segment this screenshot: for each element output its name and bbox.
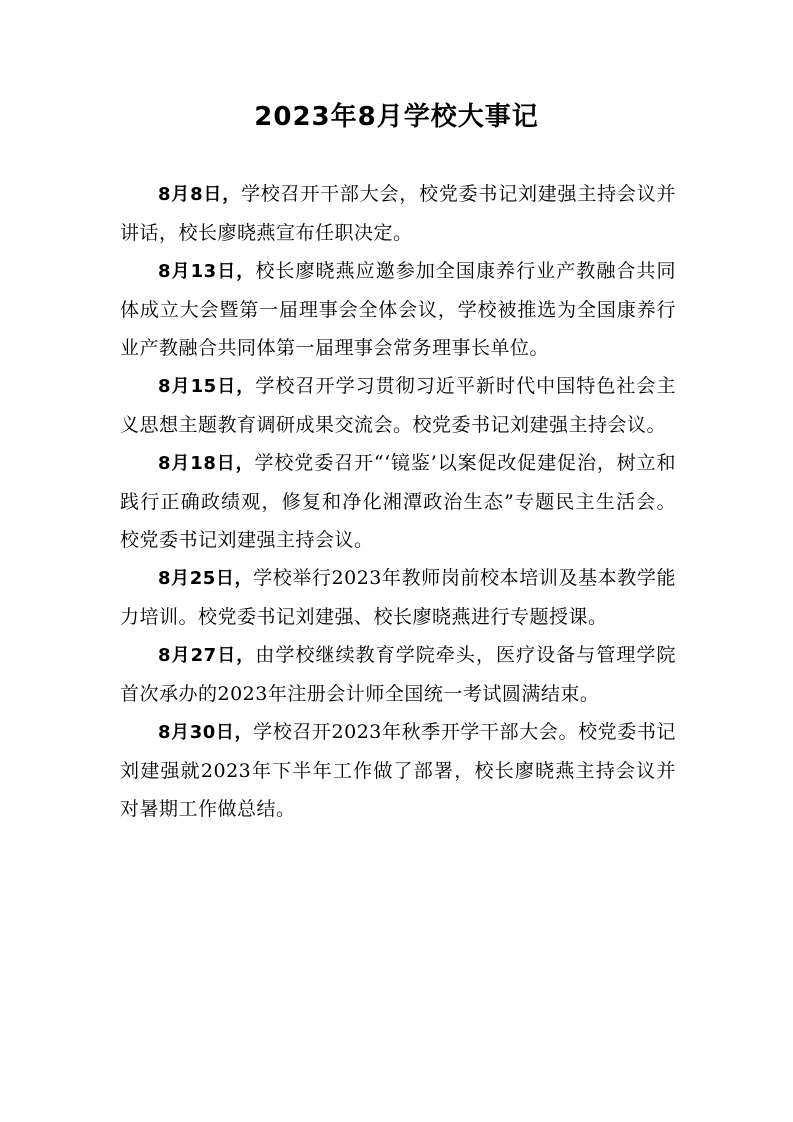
event-paragraph (120, 636, 676, 713)
event-date: 8月13日， (158, 261, 256, 282)
event-paragraph (120, 713, 676, 828)
event-text: 学校举行2023年教师岗前校本培训及基本教学能力培训。校党委书记刘建强、校长廖晓燕进行专题授课。 (120, 567, 676, 628)
event-date: 8月30日， (158, 722, 254, 743)
event-date: 8月27日， (158, 645, 256, 666)
event-text: 学校党委召开“‘镜鉴’以案促改促建促治，树立和践行正确政绩观，修复和净化湘潭政治生态”专题民主生活会。校党委书记刘建强主持会议。 (120, 452, 677, 551)
event-paragraph (120, 444, 676, 559)
event-text: 由学校继续教育学院牵头，医疗设备与管理学院首次承办的2023年注册会计师全国统一考试圆满结束。 (120, 644, 676, 705)
event-paragraph (120, 175, 676, 252)
page-title: 2023年8月学校大事记 (254, 102, 539, 132)
event-date: 8月15日， (158, 376, 256, 397)
event-paragraph (120, 559, 676, 636)
event-date: 8月18日， (158, 453, 255, 474)
event-date: 8月8日， (158, 184, 241, 205)
event-text: 校长廖晓燕应邀参加全国康养行业产教融合共同体成立大会暨第一届理事会全体会议，学校被推选为全国康养行业产教融合共同体第一届理事会常务理事长单位。 (120, 260, 676, 359)
event-text: 学校召开2023年秋季开学干部大会。校党委书记刘建强就2023年下半年工作做了部署，校长廖晓燕主持会议并对暑期工作做总结。 (120, 721, 676, 820)
event-paragraph (120, 367, 676, 444)
event-text: 学校召开干部大会，校党委书记刘建强主持会议并讲话，校长廖晓燕宣布任职决定。 (120, 183, 676, 244)
event-date: 8月25日， (158, 568, 254, 589)
document-body (120, 175, 676, 828)
event-text: 学校召开学习贯彻习近平新时代中国特色社会主义思想主题教育调研成果交流会。校党委书记刘建强主持会议。 (120, 375, 676, 436)
event-paragraph (120, 252, 676, 367)
